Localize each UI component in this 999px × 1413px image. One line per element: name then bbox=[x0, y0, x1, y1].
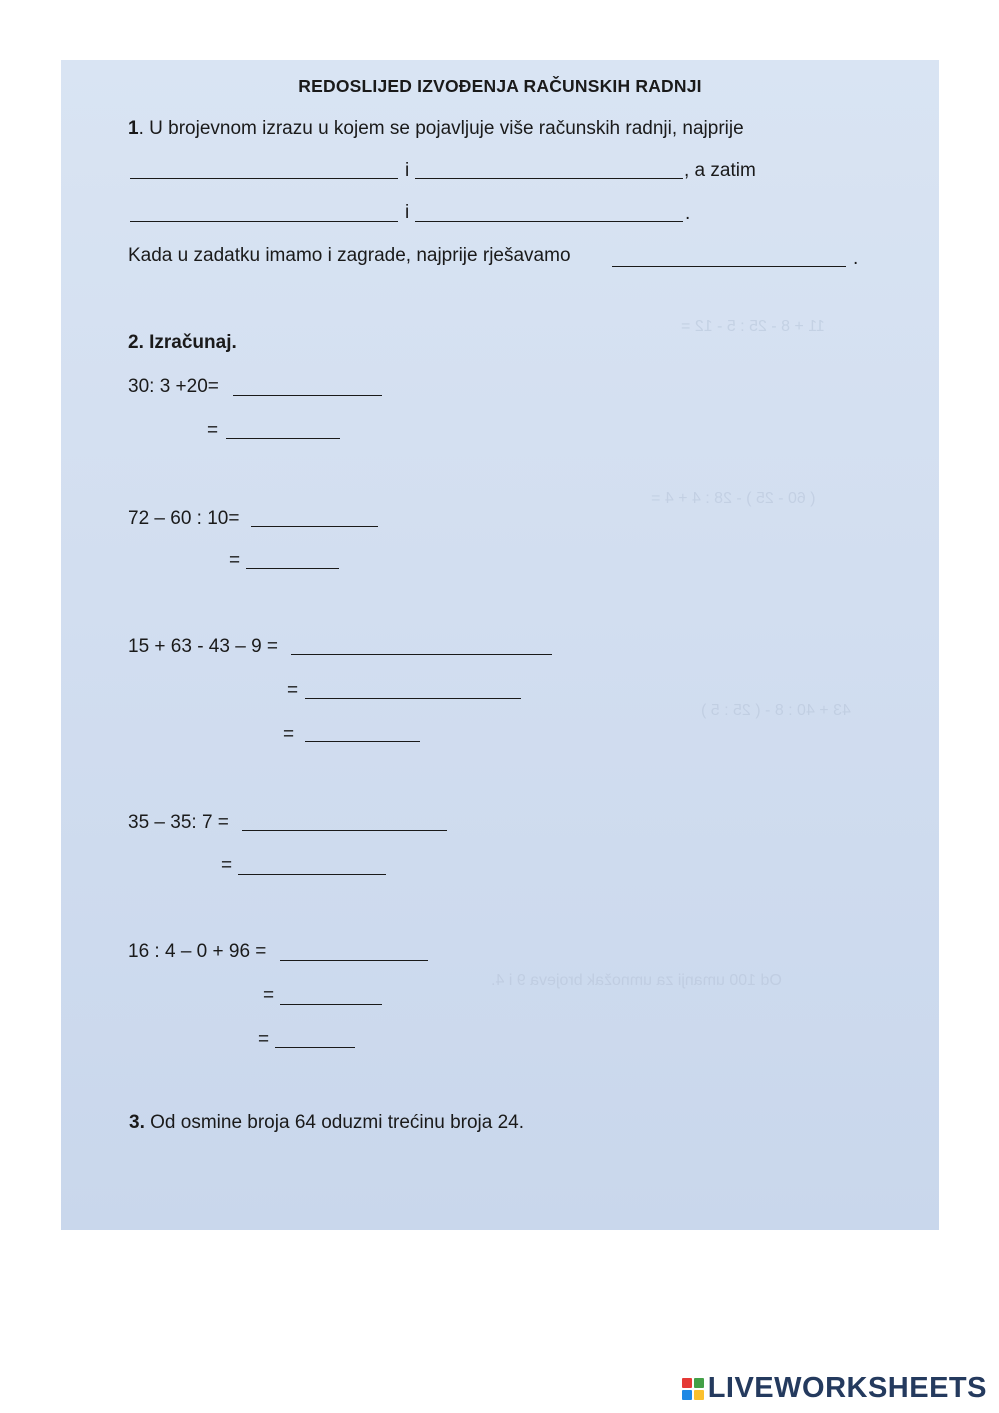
expression: 15 + 63 - 43 – 9 = bbox=[128, 636, 279, 657]
expression: 35 – 35: 7 = bbox=[128, 812, 229, 833]
q1-i: i bbox=[405, 160, 410, 181]
answer-blank[interactable] bbox=[305, 698, 521, 699]
equals-sign: = bbox=[229, 550, 241, 571]
answer-blank[interactable] bbox=[246, 568, 339, 569]
answer-blank[interactable] bbox=[130, 178, 398, 179]
answer-blank[interactable] bbox=[415, 221, 683, 222]
q1-zagrade-end: . bbox=[853, 248, 859, 269]
answer-blank[interactable] bbox=[305, 741, 420, 742]
equals-sign: = bbox=[263, 985, 275, 1006]
answer-blank[interactable] bbox=[238, 874, 386, 875]
equals-sign: = bbox=[258, 1029, 270, 1050]
logo-square bbox=[694, 1378, 704, 1388]
answer-blank[interactable] bbox=[415, 178, 683, 179]
answer-blank[interactable] bbox=[280, 960, 428, 961]
liveworksheets-logo[interactable] bbox=[682, 1372, 987, 1405]
answer-blank[interactable] bbox=[226, 438, 340, 439]
logo-icon bbox=[682, 1378, 704, 1400]
q1-zagrade-text: Kada u zadatku imamo i zagrade, najprije rješavamo bbox=[128, 245, 571, 266]
logo-square bbox=[682, 1378, 692, 1388]
bleed-through-text: 11 + 8 - 25 : 5 - 12 = bbox=[681, 318, 825, 335]
q1-text: . U brojevnom izrazu u kojem se pojavljuje više računskih radnji, najprije bbox=[138, 118, 744, 139]
worksheet-paper bbox=[61, 60, 939, 1230]
logo-square bbox=[682, 1390, 692, 1400]
q1-i: i bbox=[405, 202, 410, 223]
logo-square bbox=[694, 1390, 704, 1400]
equals-sign: = bbox=[287, 680, 299, 701]
q1-period: . bbox=[685, 203, 691, 224]
expression: 72 – 60 : 10= bbox=[128, 508, 240, 529]
q1-intro bbox=[128, 118, 744, 140]
bleed-through-text: Od 100 umanji za umnožak brojeva 9 i 4. bbox=[491, 972, 782, 989]
q3-number: 3. bbox=[129, 1112, 145, 1133]
page-title: REDOSLIJED IZVOĐENJA RAČUNSKIH RADNJI bbox=[298, 76, 702, 96]
bleed-through-text: 43 + 40 : 8 - ( 25 : 5 ) bbox=[701, 702, 851, 719]
q3-text: Od osmine broja 64 oduzmi trećinu broja 24. bbox=[144, 1112, 525, 1133]
answer-blank[interactable] bbox=[233, 395, 382, 396]
answer-blank[interactable] bbox=[291, 654, 552, 655]
q1-number: 1 bbox=[128, 118, 139, 139]
equals-sign: = bbox=[221, 855, 233, 876]
bleed-through-text: ( 60 - 25 ) - 28 : 4 + 4 = bbox=[651, 490, 816, 507]
answer-blank[interactable] bbox=[612, 266, 846, 267]
q3 bbox=[129, 1112, 524, 1134]
answer-blank[interactable] bbox=[242, 830, 447, 831]
equals-sign: = bbox=[207, 420, 219, 441]
expression: 30: 3 +20= bbox=[128, 376, 219, 397]
q1-a-zatim: , a zatim bbox=[684, 160, 756, 181]
answer-blank[interactable] bbox=[280, 1004, 382, 1005]
equals-sign: = bbox=[283, 724, 295, 745]
q2-heading: 2. Izračunaj. bbox=[128, 332, 237, 353]
answer-blank[interactable] bbox=[130, 221, 398, 222]
answer-blank[interactable] bbox=[275, 1047, 355, 1048]
answer-blank[interactable] bbox=[251, 526, 378, 527]
expression: 16 : 4 – 0 + 96 = bbox=[128, 941, 267, 962]
logo-text: LIVEWORKSHEETS bbox=[707, 1372, 987, 1404]
